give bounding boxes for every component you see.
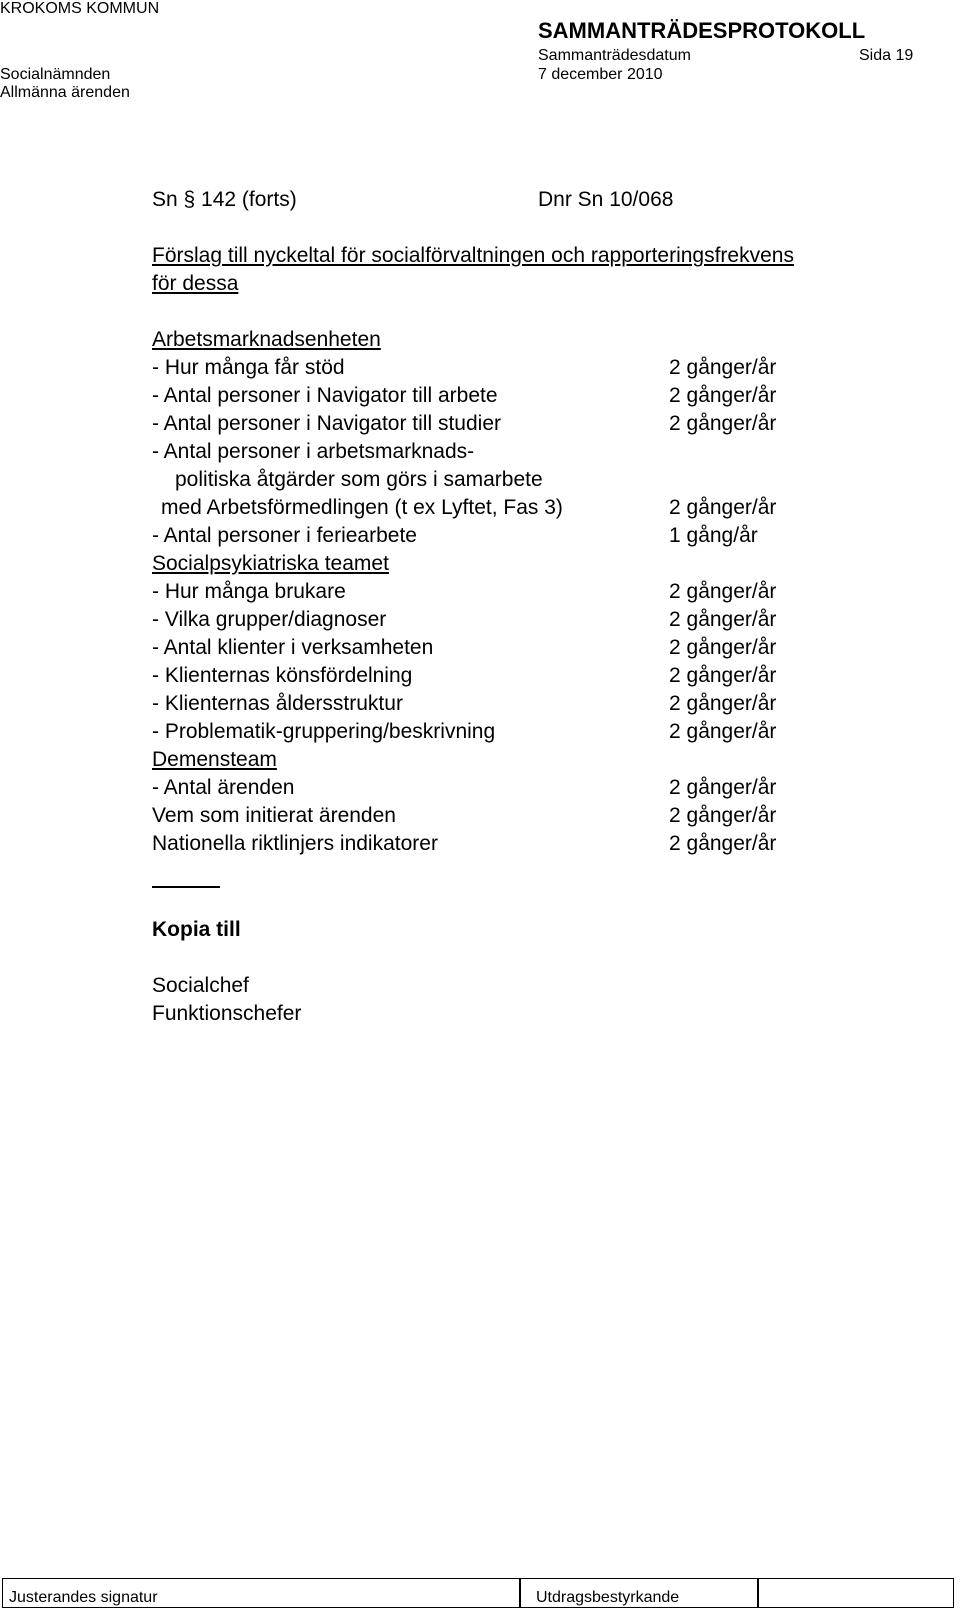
copy-recipient: Socialchef (152, 974, 249, 997)
kpi-label: Vem som initierat ärenden (152, 804, 396, 827)
kpi-frequency: 1 gång/år (669, 524, 758, 547)
diary-number: Dnr Sn 10/068 (538, 188, 674, 211)
meeting-date: 7 december 2010 (538, 66, 663, 83)
kpi-label: - Antal personer i Navigator till studier (152, 412, 501, 435)
kpi-label: - Problematik-gruppering/beskrivning (152, 720, 496, 743)
group-title-arbetsmarknad: Arbetsmarknadsenheten (152, 328, 381, 351)
meeting-date-label: Sammanträdesdatum (538, 47, 691, 64)
kpi-frequency: 2 gånger/år (669, 804, 777, 827)
kpi-label: Nationella riktlinjers indikatorer (152, 832, 438, 855)
kpi-frequency: 2 gånger/år (669, 580, 777, 603)
group-title-demensteam: Demensteam (152, 748, 277, 771)
heading-line-2: för dessa (152, 272, 239, 295)
kpi-label: - Hur många brukare (152, 580, 346, 603)
kpi-label: - Klienternas könsfördelning (152, 664, 413, 687)
footer-divider (519, 1579, 521, 1607)
kpi-frequency: 2 gånger/år (669, 636, 777, 659)
kpi-frequency: 2 gånger/år (669, 692, 777, 715)
kpi-frequency: 2 gånger/år (669, 664, 777, 687)
kpi-frequency: 2 gånger/år (669, 412, 777, 435)
kpi-frequency: 2 gånger/år (669, 832, 777, 855)
kpi-frequency: 2 gånger/år (669, 608, 777, 631)
kpi-label: - Antal ärenden (152, 776, 295, 799)
document-type-title: SAMMANTRÄDESPROTOKOLL (538, 18, 866, 43)
heading-line-1: Förslag till nyckeltal för socialförvaltningen och rapporteringsfrekvens (152, 244, 794, 267)
section-name: Allmänna ärenden (0, 84, 130, 101)
kpi-frequency: 2 gånger/år (669, 496, 777, 519)
signature-label: Justerandes signatur (9, 1589, 158, 1606)
page-number: Sida 19 (859, 47, 914, 64)
kpi-frequency: 2 gånger/år (669, 384, 777, 407)
paragraph-number: Sn § 142 (forts) (152, 188, 297, 211)
group-title-socialpsykiatri: Socialpsykiatriska teamet (152, 552, 389, 575)
kpi-frequency: 2 gånger/år (669, 776, 777, 799)
certification-label: Utdragsbestyrkande (536, 1589, 680, 1606)
separator-line (152, 886, 220, 888)
kpi-label: - Antal personer i arbetsmarknads- (152, 440, 475, 463)
kpi-label-continued: med Arbetsförmedlingen (t ex Lyftet, Fas 3) (161, 496, 563, 519)
kpi-label: - Antal personer i feriearbete (152, 524, 417, 547)
org-name: KROKOMS KOMMUN (0, 0, 160, 17)
kpi-label: - Antal klienter i verksamheten (152, 636, 434, 659)
kpi-label: - Antal personer i Navigator till arbete (152, 384, 498, 407)
copy-to-heading: Kopia till (152, 918, 241, 941)
footer-divider (757, 1579, 759, 1607)
kpi-frequency: 2 gånger/år (669, 356, 777, 379)
kpi-label-continued: politiska åtgärder som görs i samarbete (175, 468, 543, 491)
kpi-frequency: 2 gånger/år (669, 720, 777, 743)
kpi-label: - Klienternas åldersstruktur (152, 692, 403, 715)
copy-recipient: Funktionschefer (152, 1002, 302, 1025)
committee-name: Socialnämnden (0, 66, 111, 83)
signature-footer (2, 1578, 954, 1608)
kpi-label: - Vilka grupper/diagnoser (152, 608, 387, 631)
kpi-label: - Hur många får stöd (152, 356, 345, 379)
